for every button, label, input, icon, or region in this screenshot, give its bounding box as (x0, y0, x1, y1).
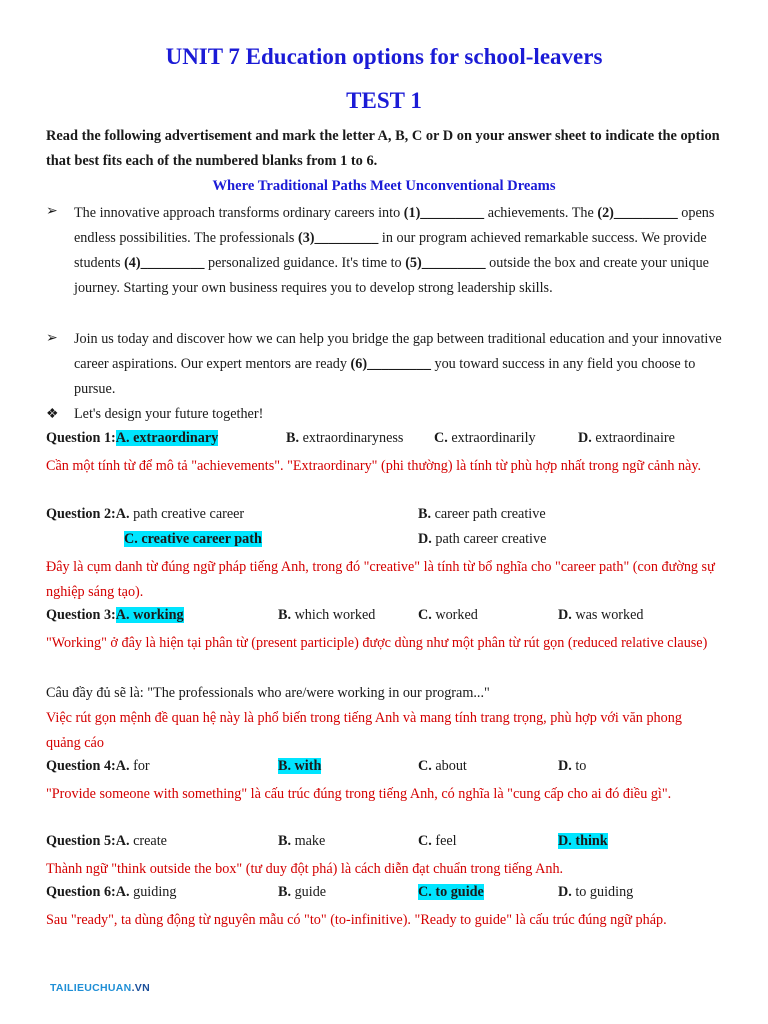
option-letter: D. (418, 531, 432, 547)
passage-closing: Let's design your future together! (74, 406, 264, 422)
passage-paragraph-1 (74, 201, 726, 301)
explanation-5: Thành ngữ "think outside the box" (tư duy đột phá) là cách diễn đạt chuẩn trong tiếng Anh. (46, 861, 564, 877)
option-letter: C. (418, 833, 432, 849)
option-a: create (129, 833, 167, 849)
question-4-row (46, 758, 726, 782)
option-letter: B. (278, 607, 292, 623)
option-letter: D. (578, 430, 592, 446)
question-label: Question 6: (46, 884, 116, 900)
answer-d-highlighted: D. think (558, 833, 608, 849)
answer-a-highlighted: A. extraordinary (115, 430, 219, 446)
passage-paragraph-2 (74, 327, 726, 402)
page-title: UNIT 7 Education options for school-leavers (165, 44, 603, 69)
explanation-6: Sau "ready", ta dùng động từ nguyên mẫu có "to" (to-infinitive). "Ready to guide" là cấu trúc đúng ngữ pháp. (46, 912, 667, 928)
option-a: path creative career (129, 506, 245, 522)
passage-text: outside the box and create your unique journey. Starting your own business requires you to develop strong leadership skills. (74, 255, 709, 296)
option-c: worked (431, 607, 478, 623)
option-letter: C. (418, 607, 432, 623)
option-letter: C. (434, 430, 448, 446)
option-letter: A. (115, 884, 130, 900)
option-letter: A. (115, 758, 130, 774)
passage-text: opens endless possibilities. The professionals (74, 205, 715, 246)
passage-text: you toward success in any field you choose to pursue. (74, 356, 696, 397)
question-2-row-2 (46, 531, 726, 555)
option-letter: C. (418, 758, 432, 774)
question-1-row (46, 430, 726, 454)
option-a: for (129, 758, 150, 774)
explanation-3: "Working" ở đây là hiện tại phân từ (present participle) được dùng như một phân từ rút gọn (reduced relative clause) (46, 635, 708, 651)
passage-heading: Where Traditional Paths Meet Unconventional Dreams (212, 178, 556, 194)
blank-6: (6)_________ (350, 356, 431, 372)
option-letter: B. (418, 506, 432, 522)
arrow-bullet-icon: ➢ (46, 331, 58, 346)
question-label: Question 3: (46, 607, 116, 623)
option-d: to (571, 758, 587, 774)
question-label: Question 1: (46, 430, 116, 446)
option-d: was worked (571, 607, 644, 623)
option-c: extraordinarily (447, 430, 536, 446)
question-label: Question 5: (46, 833, 116, 849)
explanation-3-full-sentence: Câu đầy đủ sẽ là: "The professionals who are/were working in our program..." (46, 685, 490, 701)
option-letter: D. (558, 607, 572, 623)
passage-text: achievements. The (484, 205, 598, 221)
arrow-bullet-icon: ➢ (46, 204, 58, 219)
passage-text: in our program achieved remarkable success. We provide students (74, 230, 707, 271)
option-letter: B. (286, 430, 300, 446)
site-logo[interactable] (50, 982, 150, 994)
option-c: feel (431, 833, 457, 849)
question-5-row (46, 833, 726, 857)
option-letter: A. (115, 833, 130, 849)
option-b: extraordinaryness (299, 430, 404, 446)
blank-4: (4)_________ (124, 255, 205, 271)
passage-text: personalized guidance. It's time to (204, 255, 406, 271)
option-a: guiding (129, 884, 177, 900)
explanation-3-note: Việc rút gọn mệnh đề quan hệ này là phổ biến trong tiếng Anh và mang tính trang trọng, phù hợp với văn phong quảng cáo (46, 710, 682, 751)
blank-1: (1)_________ (403, 205, 485, 221)
logo-domain: .VN (131, 982, 150, 994)
option-letter: D. (558, 884, 572, 900)
question-label: Question 2: (46, 506, 116, 522)
question-label: Question 4: (46, 758, 116, 774)
test-title: TEST 1 (346, 88, 422, 113)
blank-3: (3)_________ (297, 230, 379, 246)
answer-b-highlighted: B. with (278, 758, 322, 774)
option-letter: B. (278, 884, 292, 900)
question-3-row (46, 607, 726, 631)
instruction: Read the following advertisement and mark the letter A, B, C or D on your answer sheet to indicate the option that best fits each of the numbered blanks from 1 to 6. (46, 128, 720, 169)
blank-2: (2)_________ (597, 205, 678, 221)
question-2-row (46, 506, 726, 530)
answer-c-highlighted: C. creative career path (124, 531, 262, 547)
answer-c-highlighted: C. to guide (418, 884, 484, 900)
diamond-bullet-icon: ❖ (46, 407, 59, 422)
option-d: extraordinaire (591, 430, 675, 446)
option-d: path career creative (431, 531, 547, 547)
explanation-1: Cần một tính từ để mô tả "achievements". "Extraordinary" (phi thường) là tính từ phù hợp nhất trong ngữ cảnh này. (46, 458, 702, 474)
question-6-row (46, 884, 726, 908)
passage-text: Join us today and discover how we can help you bridge the gap between traditional education and your innovative career aspirations. Our expert mentors are ready (74, 331, 722, 372)
passage-text: The innovative approach transforms ordinary careers into (74, 205, 404, 221)
explanation-4: "Provide someone with something" là cấu trúc đúng trong tiếng Anh, có nghĩa là "cung cấp cho ai đó điều gì". (46, 786, 672, 802)
option-letter: D. (558, 758, 572, 774)
option-b: career path creative (431, 506, 546, 522)
option-b: make (291, 833, 326, 849)
option-letter: A. (115, 506, 130, 522)
option-b: which worked (291, 607, 376, 623)
option-d: to guiding (571, 884, 634, 900)
explanation-2: Đây là cụm danh từ đúng ngữ pháp tiếng Anh, trong đó "creative" là tính từ bổ nghĩa cho "career path" (con đường sự nghiệp sáng tạo). (46, 559, 715, 600)
option-c: about (431, 758, 467, 774)
logo-text: TAILIEUCHUAN (50, 982, 132, 994)
option-letter: B. (278, 833, 292, 849)
option-b: guide (291, 884, 327, 900)
blank-5: (5)_________ (405, 255, 486, 271)
answer-a-highlighted: A. working (115, 607, 184, 623)
